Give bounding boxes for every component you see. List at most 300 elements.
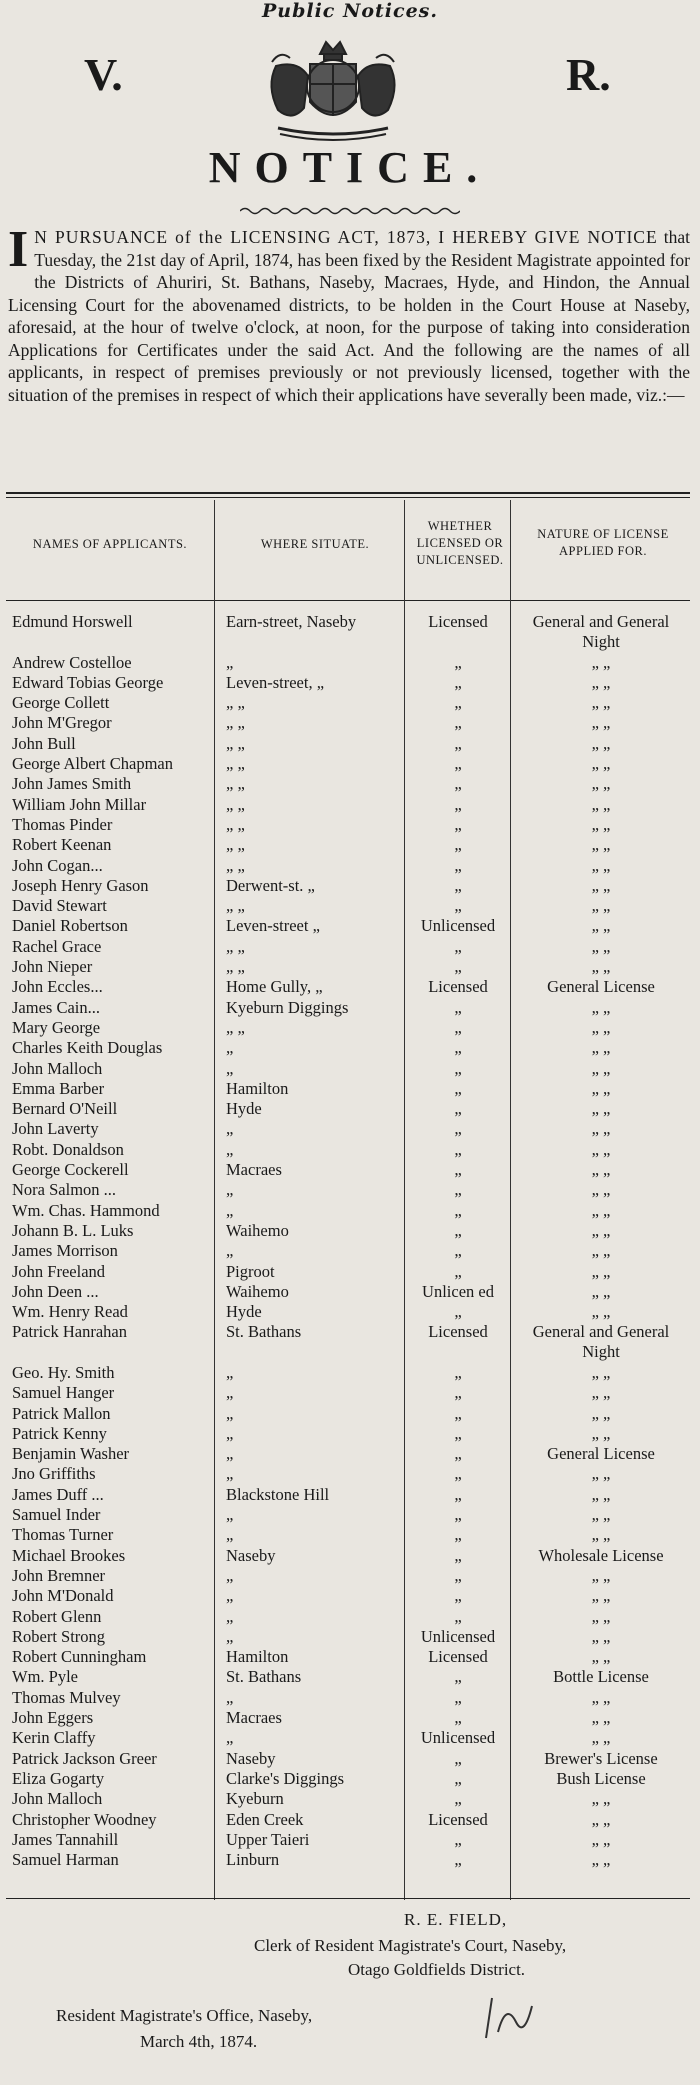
table-row — [6, 754, 690, 774]
where-situate: Linburn — [226, 1850, 280, 1870]
license-status: „ — [454, 1302, 462, 1322]
license-nature: „ „ — [591, 1241, 611, 1261]
applicant-name: James Tannahill — [12, 1829, 119, 1849]
applicant-name: Patrick Jackson Greer — [12, 1748, 157, 1768]
license-nature: „ „ — [591, 1200, 611, 1220]
where-situate: „ „ — [226, 774, 245, 794]
where-situate: Eden Creek — [226, 1809, 304, 1829]
col-header-nature: NATURE OF LICENSE APPLIED FOR. — [537, 527, 669, 558]
license-status: „ — [454, 1586, 462, 1606]
license-nature: „ „ — [591, 1038, 611, 1058]
license-nature: „ „ — [591, 1565, 611, 1585]
license-status: „ — [454, 1525, 462, 1545]
applicant-name: Samuel Hanger — [12, 1383, 115, 1403]
applicant-name: John Eggers — [12, 1708, 94, 1728]
license-nature: „ „ — [591, 1708, 611, 1728]
license-nature: „ „ — [591, 1281, 611, 1301]
applicant-name: Thomas Pinder — [12, 814, 113, 834]
applicant-name: Thomas Mulvey — [12, 1687, 121, 1707]
applicant-name: Samuel Harman — [12, 1850, 119, 1870]
license-nature: Wholesale License — [538, 1545, 664, 1565]
license-status: „ — [454, 1362, 462, 1382]
where-situate: Pigroot — [226, 1261, 275, 1281]
license-status: Licensed — [428, 612, 488, 631]
left-cipher-letter: V. — [84, 49, 123, 100]
license-status: „ — [454, 1078, 462, 1098]
table-row — [6, 1546, 690, 1566]
applicant-name: John M'Donald — [12, 1586, 114, 1606]
license-status: „ — [454, 1119, 462, 1139]
where-situate: „ „ — [226, 733, 245, 753]
license-status: „ — [454, 1241, 462, 1261]
license-status: „ — [454, 713, 462, 733]
where-situate: „ — [226, 1241, 234, 1261]
license-status: „ — [454, 1748, 462, 1768]
where-situate: „ — [226, 1058, 234, 1078]
where-situate: „ „ — [226, 835, 245, 855]
license-nature: Bottle License — [553, 1667, 649, 1687]
table-row — [6, 1728, 690, 1748]
license-status: „ — [454, 672, 462, 692]
applicant-name: John Cogan... — [12, 855, 103, 875]
where-situate: „ — [226, 652, 234, 672]
table-row — [6, 653, 690, 673]
right-cipher-letter: R. — [566, 49, 611, 100]
license-nature: „ „ — [591, 1261, 611, 1281]
table-row — [6, 1830, 690, 1850]
where-situate: Waihemo — [226, 1281, 289, 1301]
license-status: „ — [454, 1708, 462, 1728]
license-status: Licensed — [428, 977, 488, 997]
license-status: „ — [454, 936, 462, 956]
license-status: „ — [454, 1200, 462, 1220]
license-status: „ — [454, 855, 462, 875]
where-situate: „ — [226, 1423, 234, 1443]
table-header — [6, 500, 690, 600]
applicant-name: Christopher Woodney — [12, 1809, 157, 1829]
table-row — [6, 937, 690, 957]
intro-body: that Tuesday, the 21st day of April, 1874, has been fixed by the Resident Magistrate appointed for the Districts of Ahuriri, St. Bathans, Naseby, Macraes, Hyde, and Hindon, the Annual Licensing Court for the abovenamed districts, to be holden in the Court House at Naseby, aforesaid, at the hour of twelve o'clock, at noon, for the purpose of taking into consideration Applications for Certificates under the said Act. And the following are the names of all applicants, in respect of premises previously or not previously licensed, together with the situation of the premises in respect of which their applications have severally been made, viz.:— — [8, 227, 690, 405]
table-row — [6, 1201, 690, 1221]
table-row — [6, 734, 690, 754]
where-situate: „ — [226, 1444, 234, 1464]
table-row — [6, 774, 690, 794]
license-nature: „ „ — [591, 1423, 611, 1443]
applicant-name: John M'Gregor — [12, 713, 112, 733]
license-status: „ — [454, 1403, 462, 1423]
applicant-name: John Deen ... — [12, 1281, 99, 1301]
applicant-name: Bernard O'Neill — [12, 1099, 118, 1119]
license-status: „ — [454, 1606, 462, 1626]
where-situate: „ — [226, 1038, 234, 1058]
license-nature: „ „ — [591, 1586, 611, 1606]
license-nature: „ „ — [591, 916, 611, 936]
applicant-name: Nora Salmon ... — [12, 1180, 117, 1200]
license-nature: „ „ — [591, 1362, 611, 1382]
table-row — [6, 998, 690, 1018]
license-nature: „ „ — [591, 1160, 611, 1180]
license-status: „ — [454, 1464, 462, 1484]
applicant-name: Wm. Henry Read — [12, 1302, 128, 1322]
where-situate: „ — [226, 1464, 234, 1484]
applicant-name: John Nieper — [12, 957, 93, 977]
applicant-name: John Bremner — [12, 1565, 106, 1585]
license-status: „ — [454, 794, 462, 814]
license-status: „ — [454, 774, 462, 794]
applicant-name: Thomas Turner — [12, 1525, 114, 1545]
where-situate: Hyde — [226, 1099, 262, 1119]
table-row — [6, 1708, 690, 1728]
license-nature: „ „ — [591, 1099, 611, 1119]
applicant-name: Eliza Gogarty — [12, 1768, 105, 1788]
license-status: „ — [454, 1017, 462, 1037]
table-row — [6, 977, 690, 997]
license-nature: „ „ — [591, 1647, 611, 1667]
license-nature: „ „ — [591, 1139, 611, 1159]
license-nature: Bush License — [556, 1768, 646, 1788]
table-row — [6, 1160, 690, 1180]
table-row — [6, 1282, 690, 1302]
license-nature: „ „ — [591, 693, 611, 713]
applicant-name: Rachel Grace — [12, 936, 102, 956]
license-nature: „ „ — [591, 997, 611, 1017]
where-situate: Home Gully, „ — [226, 977, 323, 997]
applicant-name: Robert Cunningham — [12, 1647, 147, 1667]
table-row — [6, 1424, 690, 1444]
license-status: „ — [454, 1261, 462, 1281]
license-nature: „ „ — [591, 733, 611, 753]
license-status: „ — [454, 1058, 462, 1078]
license-nature: „ „ — [591, 936, 611, 956]
license-status: Licensed — [428, 1647, 488, 1667]
table-row — [6, 1688, 690, 1708]
applicant-name: Kerin Claffy — [12, 1728, 96, 1748]
license-status: „ — [454, 754, 462, 774]
license-nature: „ „ — [591, 1464, 611, 1484]
license-nature: „ „ — [591, 794, 611, 814]
handwritten-mark-icon — [480, 1992, 540, 2042]
table-row — [6, 1241, 690, 1261]
applicant-name: John James Smith — [12, 774, 132, 794]
license-status: „ — [454, 1220, 462, 1240]
table-row — [6, 1464, 690, 1484]
license-status: „ — [454, 1667, 462, 1687]
applicant-name: John Laverty — [12, 1119, 99, 1139]
applicant-name: Patrick Hanrahan — [12, 1322, 127, 1342]
license-status: „ — [454, 896, 462, 916]
where-situate: „ „ — [226, 794, 245, 814]
where-situate: Upper Taieri — [226, 1829, 310, 1849]
applicant-name: Patrick Mallon — [12, 1403, 111, 1423]
table-row — [6, 1180, 690, 1200]
table-row — [6, 1322, 690, 1363]
license-nature: „ „ — [591, 652, 611, 672]
applicant-name: Samuel Inder — [12, 1505, 101, 1525]
applicant-name: John Freeland — [12, 1261, 106, 1281]
where-situate: Leven-street, „ — [226, 672, 325, 692]
license-nature: „ „ — [591, 1850, 611, 1870]
applicant-name: George Collett — [12, 693, 110, 713]
license-nature: Brewer's License — [544, 1748, 658, 1768]
table-row — [6, 1607, 690, 1627]
table-row — [6, 1262, 690, 1282]
table-row — [6, 896, 690, 916]
license-status: „ — [454, 1423, 462, 1443]
where-situate: Macraes — [226, 1160, 282, 1180]
table-row — [6, 1302, 690, 1322]
applicant-name: Wm. Chas. Hammond — [12, 1200, 160, 1220]
table-row — [6, 1749, 690, 1769]
signatory-title: Clerk of Resident Magistrate's Court, Naseby, — [254, 1936, 567, 1955]
applicant-name: James Duff ... — [12, 1484, 104, 1504]
signatory-name: R. E. FIELD, — [404, 1910, 508, 1929]
where-situate: Leven-street „ — [226, 916, 320, 936]
license-nature: „ „ — [591, 1728, 611, 1748]
applicant-name: Mary George — [12, 1017, 101, 1037]
license-status: Unlicensed — [420, 916, 496, 936]
license-status: „ — [454, 1789, 462, 1809]
table-row — [6, 1059, 690, 1079]
license-nature: General License — [547, 1444, 655, 1464]
applicant-name: Andrew Costelloe — [12, 652, 132, 672]
where-situate: „ „ — [226, 855, 245, 875]
applicant-name: Jno Griffiths — [12, 1464, 96, 1484]
table-row — [6, 612, 690, 653]
table-row — [6, 1789, 690, 1809]
table-row — [6, 1444, 690, 1464]
applicant-name: Geo. Hy. Smith — [12, 1362, 115, 1382]
license-status: „ — [454, 1139, 462, 1159]
license-nature: „ „ — [591, 1484, 611, 1504]
decorative-wavy-rule — [240, 206, 460, 216]
where-situate: „ — [226, 1383, 234, 1403]
license-status: „ — [454, 733, 462, 753]
where-situate: „ — [226, 1565, 234, 1585]
license-nature: „ „ — [591, 1302, 611, 1322]
col-header-names: NAMES OF APPLICANTS. — [32, 537, 188, 551]
license-nature: „ „ — [591, 754, 611, 774]
table-row — [6, 1810, 690, 1830]
applicant-name: Robert Glenn — [12, 1606, 102, 1626]
applicant-name: James Cain... — [12, 997, 100, 1017]
where-situate: Macraes — [226, 1708, 282, 1728]
where-situate: „ — [226, 1525, 234, 1545]
license-status: „ — [454, 652, 462, 672]
where-situate: Derwent-st. „ — [226, 875, 315, 895]
col-header-whether: WHETHER LICENSED OR UNLICENSED. — [416, 519, 504, 567]
license-nature: „ „ — [591, 1058, 611, 1078]
where-situate: St. Bathans — [226, 1667, 302, 1687]
license-status: „ — [454, 1484, 462, 1504]
applicant-name: David Stewart — [12, 896, 107, 916]
table-row — [6, 1099, 690, 1119]
where-situate: „ „ — [226, 936, 245, 956]
license-status: „ — [454, 1444, 462, 1464]
table-header-rule — [6, 600, 690, 601]
license-nature: „ „ — [591, 1017, 611, 1037]
where-situate: „ „ — [226, 754, 245, 774]
where-situate: „ — [226, 1362, 234, 1382]
table-row — [6, 713, 690, 733]
table-row — [6, 856, 690, 876]
license-nature: „ „ — [591, 1220, 611, 1240]
where-situate: „ — [226, 1119, 234, 1139]
applicant-name: James Morrison — [12, 1241, 118, 1261]
drop-cap: I — [8, 221, 29, 278]
license-nature: „ „ — [591, 1383, 611, 1403]
table-row — [6, 693, 690, 713]
applicant-name: Edward Tobias George — [12, 672, 164, 692]
where-situate: Naseby — [226, 1545, 276, 1565]
table-row — [6, 815, 690, 835]
license-status: „ — [454, 1505, 462, 1525]
license-status: „ — [454, 1038, 462, 1058]
table-row — [6, 1647, 690, 1667]
where-situate: „ — [226, 1180, 234, 1200]
applicant-name: Benjamin Washer — [12, 1444, 130, 1464]
table-row — [6, 1363, 690, 1383]
license-nature: „ „ — [591, 855, 611, 875]
where-situate: „ — [226, 1586, 234, 1606]
license-status: „ — [454, 835, 462, 855]
where-situate: Waihemo — [226, 1220, 289, 1240]
license-nature: „ „ — [591, 1119, 611, 1139]
table-row — [6, 1221, 690, 1241]
license-status: „ — [454, 1565, 462, 1585]
license-nature: „ „ — [591, 774, 611, 794]
license-status: Unlicensed — [420, 1626, 496, 1646]
table-row — [6, 673, 690, 693]
license-nature: „ „ — [591, 1180, 611, 1200]
signatory-district: Otago Goldfields District. — [348, 1960, 526, 1979]
where-situate: „ — [226, 1687, 234, 1707]
table-bottom-rule — [6, 1898, 690, 1899]
applicant-name: Daniel Robertson — [12, 916, 128, 936]
license-nature: „ „ — [591, 672, 611, 692]
where-situate: „ „ — [226, 713, 245, 733]
license-nature: „ „ — [591, 957, 611, 977]
table-top-rule-thin — [6, 497, 690, 498]
notice-title: NOTICE. — [208, 143, 492, 192]
where-situate: Kyeburn — [226, 1789, 284, 1809]
applicant-name: William John Millar — [12, 794, 147, 814]
applicant-name: George Albert Chapman — [12, 754, 173, 774]
license-status: „ — [454, 1768, 462, 1788]
table-row — [6, 1505, 690, 1525]
license-nature: General License — [547, 977, 655, 997]
applicant-name: Michael Brookes — [12, 1545, 126, 1565]
applicant-name: John Malloch — [12, 1058, 103, 1078]
applicant-name: John Malloch — [12, 1789, 103, 1809]
issue-date: March 4th, 1874. — [140, 2032, 258, 2051]
section-header: Public Notices. — [261, 0, 438, 22]
where-situate: Clarke's Diggings — [226, 1768, 345, 1788]
col-header-where: WHERE SITUATE. — [260, 537, 370, 551]
applicant-name: Charles Keith Douglas — [12, 1038, 163, 1058]
license-status: Unlicen ed — [422, 1281, 494, 1301]
where-situate: „ — [226, 1403, 234, 1423]
applicant-name: Robert Keenan — [12, 835, 112, 855]
license-status: „ — [454, 1687, 462, 1707]
license-status: „ — [454, 1099, 462, 1119]
license-nature: „ „ — [591, 1687, 611, 1707]
license-status: „ — [454, 1160, 462, 1180]
table-row — [6, 1140, 690, 1160]
license-status: Unlicensed — [420, 1728, 496, 1748]
where-situate: Earn-street, Naseby — [226, 612, 357, 631]
table-row — [6, 1525, 690, 1545]
license-status: „ — [454, 1850, 462, 1870]
table-row — [6, 1667, 690, 1687]
where-situate: Blackstone Hill — [226, 1484, 330, 1504]
license-nature: „ „ — [591, 1078, 611, 1098]
license-status: Licensed — [428, 1322, 488, 1342]
table-row — [6, 1586, 690, 1606]
license-nature: „ „ — [591, 1829, 611, 1849]
where-situate: „ — [226, 1728, 234, 1748]
license-nature: General and General Night — [532, 612, 670, 651]
applicant-name: Robert Strong — [12, 1626, 106, 1646]
issuing-office: Resident Magistrate's Office, Naseby, — [56, 2006, 313, 2025]
license-status: „ — [454, 1829, 462, 1849]
table-row — [6, 1119, 690, 1139]
where-situate: „ „ — [226, 896, 245, 916]
where-situate: „ „ — [226, 1017, 245, 1037]
applicant-name: Joseph Henry Gason — [12, 875, 149, 895]
where-situate: Hamilton — [226, 1078, 289, 1098]
license-nature: „ „ — [591, 1809, 611, 1829]
where-situate: „ — [226, 1606, 234, 1626]
license-nature: „ „ — [591, 1403, 611, 1423]
license-status: „ — [454, 1180, 462, 1200]
applicant-name: Johann B. L. Luks — [12, 1220, 134, 1240]
where-situate: „ — [226, 1200, 234, 1220]
table-row — [6, 835, 690, 855]
table-row — [6, 1404, 690, 1424]
table-row — [6, 1038, 690, 1058]
applicant-name: John Bull — [12, 733, 76, 753]
license-status: Licensed — [428, 1809, 488, 1829]
intro-lead: N PURSUANCE of the LICENSING ACT, 1873, I HEREBY GIVE NOTICE — [34, 227, 658, 247]
license-nature: „ „ — [591, 814, 611, 834]
license-status: „ — [454, 997, 462, 1017]
table-row — [6, 1018, 690, 1038]
license-status: „ — [454, 814, 462, 834]
license-status: „ — [454, 693, 462, 713]
license-nature: „ „ — [591, 896, 611, 916]
applicant-name: John Eccles... — [12, 977, 103, 997]
intro-paragraph — [8, 221, 690, 406]
where-situate: Hamilton — [226, 1647, 289, 1667]
applicants-table-body — [6, 612, 690, 1870]
applicant-name: Wm. Pyle — [12, 1667, 78, 1687]
applicant-name: Patrick Kenny — [12, 1423, 107, 1443]
license-nature: „ „ — [591, 1606, 611, 1626]
license-nature: „ „ — [591, 835, 611, 855]
table-row — [6, 1485, 690, 1505]
table-row — [6, 1566, 690, 1586]
license-nature: „ „ — [591, 713, 611, 733]
license-status: „ — [454, 957, 462, 977]
where-situate: „ „ — [226, 693, 245, 713]
license-status: „ — [454, 1383, 462, 1403]
table-row — [6, 1850, 690, 1870]
license-nature: „ „ — [591, 875, 611, 895]
license-nature: „ „ — [591, 1789, 611, 1809]
applicant-name: George Cockerell — [12, 1160, 129, 1180]
table-row — [6, 876, 690, 896]
applicant-name: Robt. Donaldson — [12, 1139, 124, 1159]
